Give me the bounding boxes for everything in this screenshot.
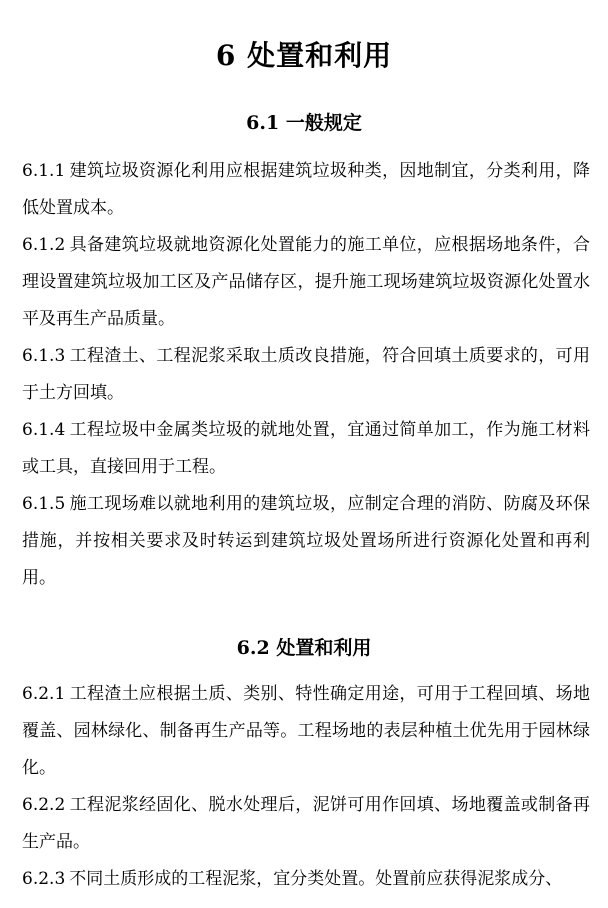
clause-6-2-3	[22, 861, 590, 898]
clause-text: 工程垃圾中金属类垃圾的就地处置，宜通过简单加工，作为施工材料或工具，直接回用于工程。	[22, 420, 590, 477]
clause-6-1-3	[22, 338, 590, 412]
clause-text: 不同土质形成的工程泥浆，宜分类处置。处置前应获得泥浆成分、	[69, 869, 563, 889]
clause-6-2-1	[22, 676, 590, 787]
clause-number: 6.1.3	[22, 346, 66, 366]
section-title-6-2: 6.2 处置和利用	[236, 636, 372, 659]
clause-number: 6.2.3	[22, 869, 66, 889]
clause-number: 6.2.2	[22, 795, 66, 815]
clause-6-1-4	[22, 412, 590, 486]
clause-6-2-2	[22, 787, 590, 861]
clause-list-6-2	[22, 676, 590, 898]
clause-6-1-2	[22, 227, 590, 338]
clause-text: 工程渣土、工程泥浆采取土质改良措施，符合回填土质要求的，可用于土方回填。	[22, 346, 590, 403]
clause-list-6-1	[22, 153, 590, 597]
clause-number: 6.1.1	[22, 161, 66, 181]
clause-text: 建筑垃圾资源化利用应根据建筑垃圾种类，因地制宜，分类利用，降低处置成本。	[22, 161, 590, 218]
clause-text: 施工现场难以就地利用的建筑垃圾，应制定合理的消防、防腐及环保措施，并按相关要求及时转运到建筑垃圾处置场所进行资源化处置和再利用。	[22, 494, 590, 588]
clause-number: 6.1.2	[22, 235, 66, 255]
clause-number: 6.1.4	[22, 420, 66, 440]
clause-number: 6.2.1	[22, 684, 66, 704]
clause-text: 工程泥浆经固化、脱水处理后，泥饼可用作回填、场地覆盖或制备再生产品。	[22, 795, 590, 852]
section-title-6-1: 6.1 一般规定	[246, 111, 362, 134]
clause-text: 具备建筑垃圾就地资源化处置能力的施工单位，应根据场地条件，合理设置建筑垃圾加工区及产品储存区，提升施工现场建筑垃圾资源化处置水平及再生产品质量。	[22, 235, 590, 329]
clause-6-1-1	[22, 153, 590, 227]
clause-text: 工程渣土应根据土质、类别、特性确定用途，可用于工程回填、场地覆盖、园林绿化、制备再生产品等。工程场地的表层种植土优先用于园林绿化。	[22, 684, 590, 778]
clause-6-1-5	[22, 486, 590, 597]
clause-number: 6.1.5	[22, 494, 66, 514]
chapter-title: 6 处置和利用	[215, 38, 393, 72]
